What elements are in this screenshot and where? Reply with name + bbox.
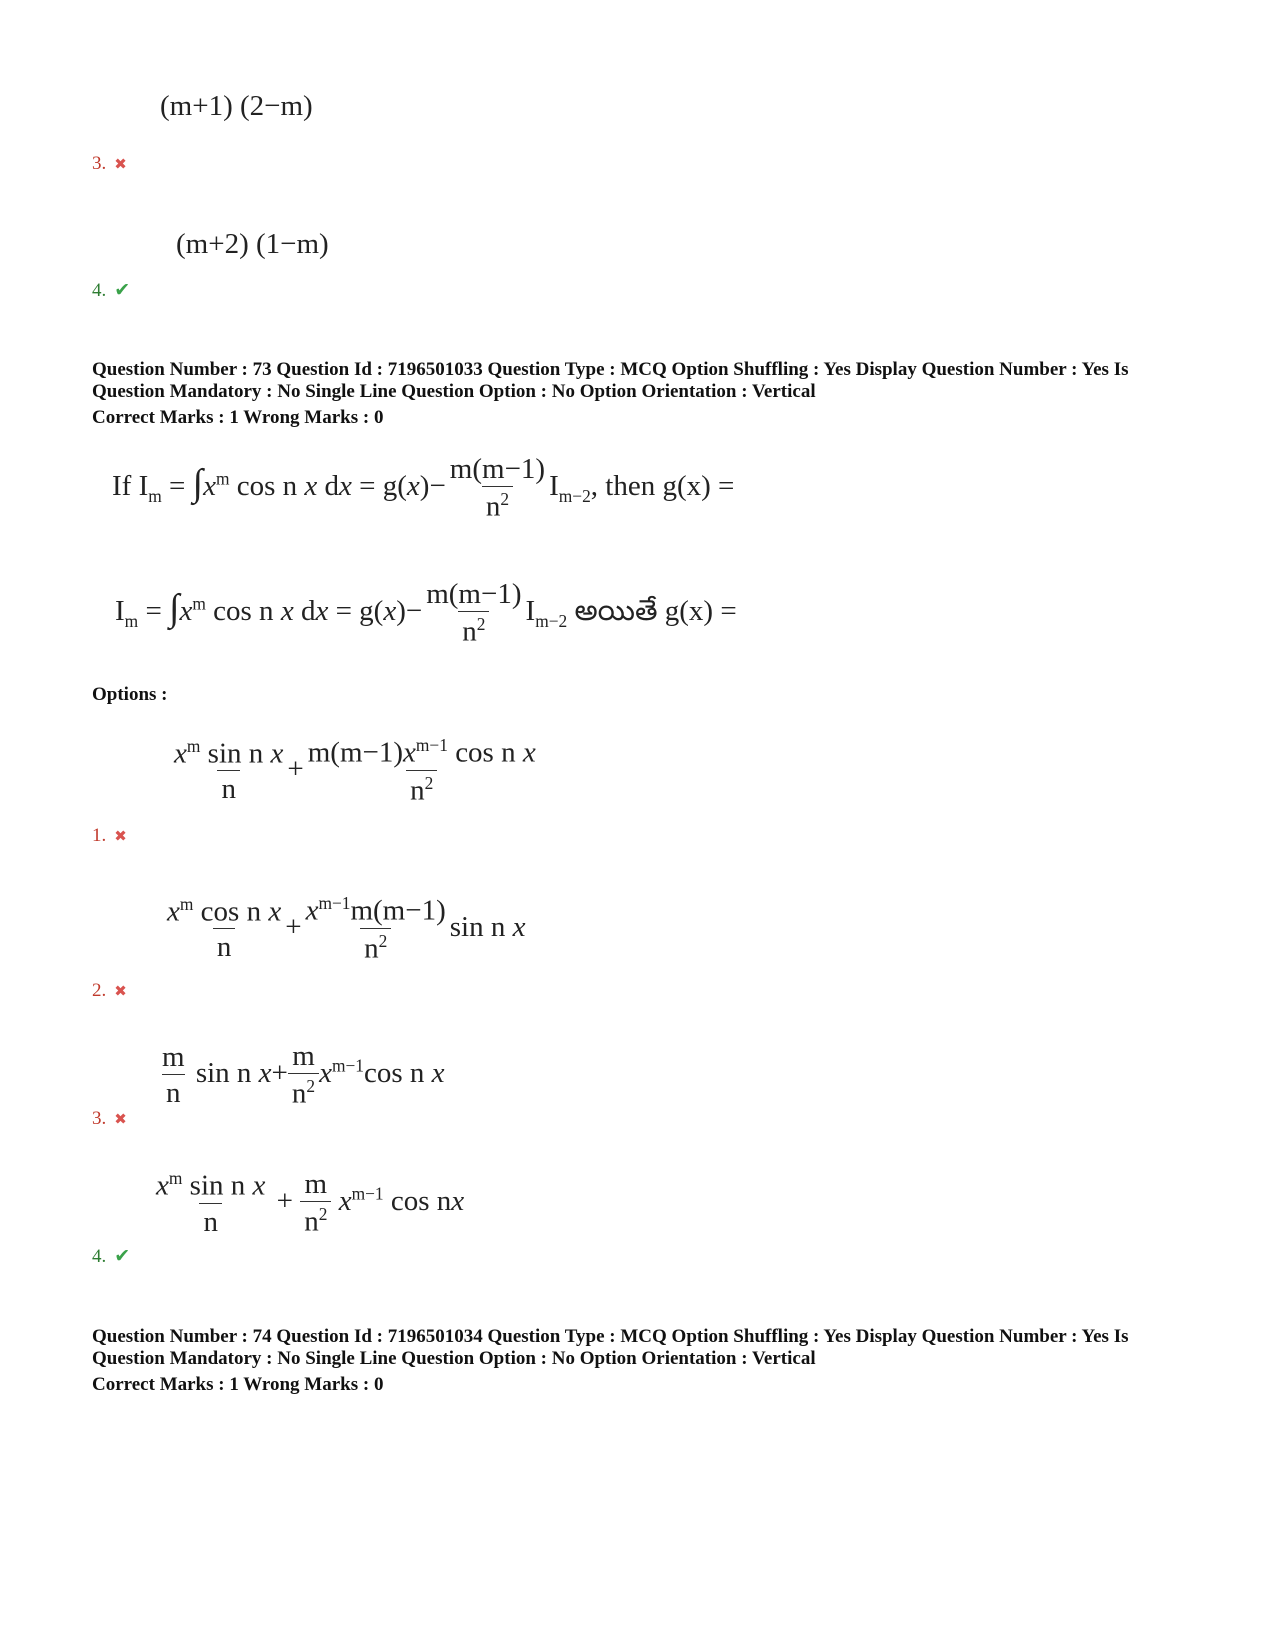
prev-option-3-formula: (m+1) (2−m) bbox=[160, 90, 313, 122]
q73-stem-english: If $I_m = \int x^m$ cos n x dx = g(x)− $\frac{m(m-1)}{n^2}$ $I_{m-2}$, then g(x) = bbox=[112, 453, 735, 523]
q73-option-2-number: 2. ✖ bbox=[92, 980, 127, 1001]
cross-icon: ✖ bbox=[114, 157, 127, 173]
q74-meta-line1: Question Number : 74 Question Id : 7196501034 Question Type : MCQ Option Shuffling : Yes Display Question Number : Yes Is bbox=[92, 1326, 1129, 1347]
cross-icon: ✖ bbox=[114, 984, 127, 1000]
q73-meta-line2: Question Mandatory : No Single Line Question Option : No Option Orientation : Vertical bbox=[92, 381, 816, 402]
q73-option-3-number: 3. ✖ bbox=[92, 1108, 127, 1129]
q73-meta-line1: Question Number : 73 Question Id : 7196501033 Question Type : MCQ Option Shuffling : Yes Display Question Number : Yes Is bbox=[92, 359, 1129, 380]
cross-icon: ✖ bbox=[114, 829, 127, 845]
prev-option-3-number: 3. ✖ bbox=[92, 153, 127, 174]
q73-option-1-formula: $\frac{x^m \sin n x}{n}$ + $\frac{m(m-1)x^{m-1} \cos n x}{n^2}$ bbox=[174, 735, 536, 807]
options-label: Options : bbox=[92, 684, 168, 705]
q74-marks: Correct Marks : 1 Wrong Marks : 0 bbox=[92, 1374, 384, 1395]
prev-option-4-formula: (m+2) (1−m) bbox=[176, 228, 329, 260]
cross-icon: ✖ bbox=[114, 1112, 127, 1128]
check-icon: ✔ bbox=[114, 1246, 131, 1267]
q73-meta bbox=[92, 359, 1192, 429]
q73-option-4-number: 4. ✔ bbox=[92, 1246, 131, 1267]
q74-meta bbox=[92, 1326, 1192, 1396]
prev-option-4-number: 4. ✔ bbox=[92, 280, 131, 301]
q73-option-1-number: 1. ✖ bbox=[92, 825, 127, 846]
check-icon: ✔ bbox=[114, 280, 131, 301]
q74-meta-line2: Question Mandatory : No Single Line Question Option : No Option Orientation : Vertical bbox=[92, 1348, 816, 1369]
q73-option-3-formula: $\frac{m}{n}$ sin n x+ $\frac{m}{n^2}$ $x^{m-1}\cos$ n x bbox=[162, 1040, 445, 1110]
q73-option-4-formula: $\frac{x^m \sin n x}{n}$ + $\frac{m}{n^2}$ $x^{m-1}$ cos nx bbox=[156, 1168, 465, 1238]
q73-stem-telugu: $I_m = \int x^m$ cos n x dx = g(x)− $\frac{m(m-1)}{n^2}$ $I_{m-2}$ అయితే g(x) = bbox=[115, 578, 737, 648]
q73-marks: Correct Marks : 1 Wrong Marks : 0 bbox=[92, 407, 384, 428]
q73-option-2-formula: $\frac{x^m \cos n x}{n}$ + $\frac{x^{m-1}m(m-1)}{n^2}$ sin n x bbox=[167, 893, 526, 965]
